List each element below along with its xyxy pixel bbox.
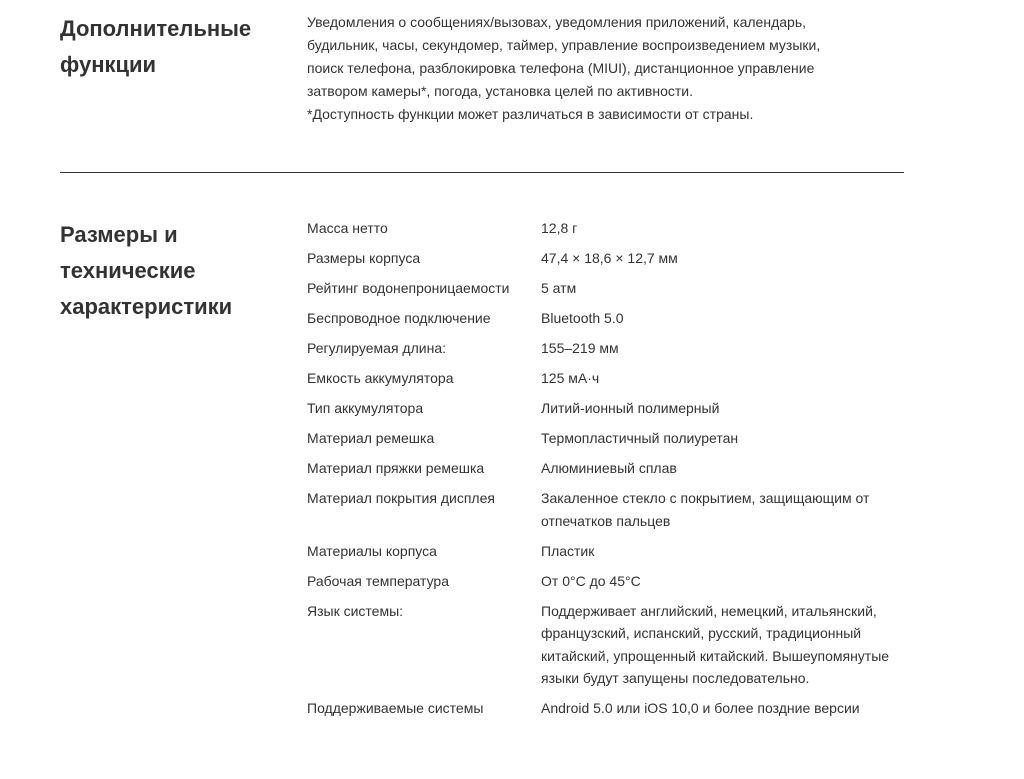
spec-value: Bluetooth 5.0 (541, 310, 624, 326)
spec-row-supported-systems (307, 697, 907, 720)
features-section-title (60, 11, 251, 83)
spec-value: Пластик (541, 542, 595, 559)
spec-label: Рабочая температура (307, 572, 449, 589)
spec-value: От 0°C до 45°C (541, 572, 641, 589)
specs-table (307, 217, 907, 727)
features-line-3: поиск телефона, разблокировка телефона (MIUI), дистанционное управление (307, 60, 815, 76)
features-title-line-2: функции (60, 52, 157, 77)
spec-row-dimensions (307, 247, 907, 270)
spec-value: 5 атм (541, 280, 577, 296)
spec-value: 12,8 г (541, 220, 578, 236)
spec-value: 155–219 мм (541, 340, 619, 356)
spec-row-operating-temperature (307, 570, 907, 593)
spec-row-battery-type (307, 397, 907, 420)
spec-row-battery-capacity (307, 367, 907, 390)
spec-label: Масса нетто (307, 220, 388, 236)
spec-row-body-materials (307, 540, 907, 563)
spec-label: Материалы корпуса (307, 542, 437, 559)
specs-section-title (60, 217, 232, 325)
spec-row-adjustable-length (307, 337, 907, 360)
spec-row-wireless (307, 307, 907, 330)
spec-label: Рейтинг водонепроницаемости (307, 280, 510, 296)
specs-title-line-3: характеристики (60, 294, 233, 319)
spec-row-buckle-material (307, 457, 907, 480)
spec-value: 47,4 × 18,6 × 12,7 мм (541, 250, 678, 266)
spec-label: Беспроводное подключение (307, 310, 491, 326)
spec-value: Алюминиевый сплав (541, 460, 677, 476)
specs-title-line-1: Размеры и (60, 222, 178, 247)
spec-value: Поддерживает английский, немецкий, итальянский, французский, испанский, русский, традиционный китайский, упрощенный китайский. Вышеупомянутые языки будут запущены последовательно. (541, 602, 890, 686)
spec-value: Закаленное стекло с покрытием, защищающим от отпечатков пальцев (541, 490, 870, 529)
spec-label: Емкость аккумулятора (307, 370, 454, 386)
features-availability-note: *Доступность функции может различаться в зависимости от страны. (307, 106, 754, 122)
specs-title-line-2: технические (60, 258, 196, 283)
features-title-line-1: Дополнительные (60, 16, 252, 41)
features-description (307, 11, 907, 126)
features-line-2: будильник, часы, секундомер, таймер, управление воспроизведением музыки, (307, 37, 821, 53)
spec-value: Термопластичный полиуретан (541, 430, 739, 446)
spec-label: Материал покрытия дисплея (307, 490, 495, 506)
spec-value: Литий-ионный полимерный (541, 400, 720, 416)
spec-label: Размеры корпуса (307, 250, 421, 266)
spec-value: 125 мА·ч (541, 370, 600, 386)
spec-label: Тип аккумулятора (307, 400, 424, 416)
section-divider (60, 172, 904, 173)
spec-label: Регулируемая длина: (307, 340, 447, 356)
spec-row-display-coating (307, 487, 907, 532)
spec-row-net-weight (307, 217, 907, 240)
spec-row-system-language (307, 600, 907, 690)
spec-label: Материал ремешка (307, 430, 435, 446)
spec-label: Язык системы: (307, 602, 404, 619)
features-line-1: Уведомления о сообщениях/вызовах, уведомления приложений, календарь, (307, 14, 807, 30)
spec-label: Поддерживаемые системы (307, 700, 484, 716)
features-line-4: затвором камеры*, погода, установка целей по активности. (307, 83, 693, 99)
spec-label: Материал пряжки ремешка (307, 460, 485, 476)
spec-value: Android 5.0 или iOS 10,0 и более поздние версии (541, 700, 860, 716)
spec-row-strap-material (307, 427, 907, 450)
spec-row-water-resistance (307, 277, 907, 300)
